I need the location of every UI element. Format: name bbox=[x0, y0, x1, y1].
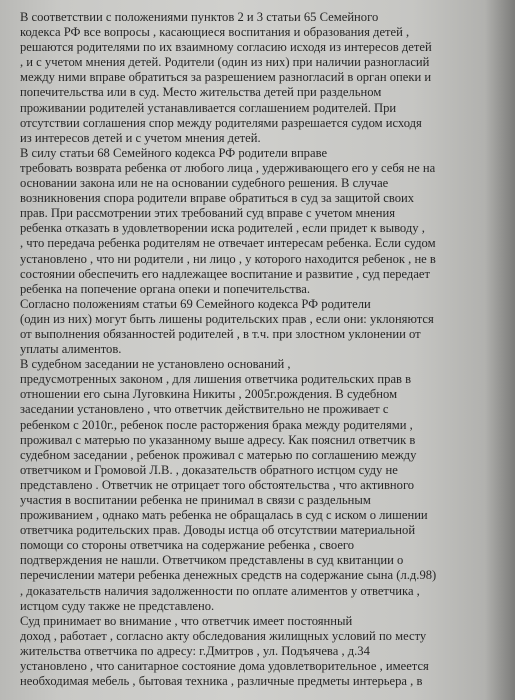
text-line: ответчиком и Громовой Л.В. , доказательств обратного истцом суду не bbox=[20, 462, 398, 477]
text-line: , доказательств наличия задолженности по оплате алиментов у ответчика , bbox=[20, 583, 420, 598]
text-line: жительства ответчика по адресу: г.Дмитров , ул. Подъячева , д.34 bbox=[20, 643, 370, 658]
text-line: ребенком с 2010г., ребенок после расторжения брака между родителями , bbox=[20, 417, 413, 432]
text-line: ребенка на попечение органа опеки и попечительства. bbox=[20, 281, 311, 296]
text-line: ответчика родительских прав. Доводы истца об отсутствии материальной bbox=[20, 523, 416, 538]
text-line: перечислении матери ребенка денежных средств на содержание сына (л.д.98) bbox=[20, 568, 437, 583]
document-body bbox=[20, 10, 490, 689]
text-line: Суд принимает во внимание , что ответчик имеет постоянный bbox=[20, 613, 353, 628]
text-line: установлено , что санитарное состояние дома удовлетворительное , имеется bbox=[20, 659, 429, 674]
text-line: помощи со стороны ответчика на содержание ребенка , своего bbox=[20, 538, 355, 553]
text-line: кодекса РФ все вопросы , касающиеся воспитания и образования детей , bbox=[20, 25, 410, 40]
text-line: уплаты алиментов. bbox=[20, 342, 122, 357]
text-line: от выполнения обязанностей родителей , в т.ч. при злостном уклонении от bbox=[20, 326, 421, 341]
text-line: заседании установлено , что ответчик действительно не проживает с bbox=[20, 402, 389, 417]
text-line: состоянии обеспечить его надлежащее воспитание и развитие , суд передает bbox=[20, 266, 431, 281]
text-line: подтверждения не нашли. Ответчиком представлены в суд квитанции о bbox=[20, 553, 404, 568]
text-line: ребенка отказать в удовлетворении иска родителей , если придет к выводу , bbox=[20, 221, 425, 236]
text-line: , и с учетом мнения детей. Родители (один из них) при наличии разногласий bbox=[20, 55, 430, 70]
text-line: отсутствии соглашения спор между родителями разрешается судом исходя bbox=[20, 115, 422, 130]
text-line: требовать возврата ребенка от любого лица , удерживающего его у себя не на bbox=[20, 160, 436, 175]
text-line: прав. При рассмотрении этих требований суд вправе с учетом мнения bbox=[20, 206, 396, 221]
text-line: истцом суду также не представлено. bbox=[20, 598, 215, 613]
text-line: установлено , что ни родители , ни лицо , у которого находится ребенок , не в bbox=[20, 251, 436, 266]
text-line: необходимая мебель , бытовая техника , различные предметы интерьера , в bbox=[20, 674, 423, 689]
text-line: проживанием , однако мать ребенка не обращалась в суд с иском о лишении bbox=[20, 508, 428, 523]
text-line: отношении его сына Луговкина Никиты , 2005г.рождения. В судебном bbox=[20, 387, 398, 402]
text-line: В силу статьи 68 Семейного кодекса РФ родители вправе bbox=[20, 145, 328, 160]
text-line: возникновения спора родители вправе обратиться в суд за защитой своих bbox=[20, 191, 415, 206]
page-edge-shadow bbox=[485, 0, 515, 700]
text-line: проживании родителей устанавливается соглашением родителей. При bbox=[20, 100, 397, 115]
text-line: из интересов детей и с учетом мнения детей. bbox=[20, 130, 261, 145]
text-line: судебном заседании , ребенок проживал с матерью по соглашению между bbox=[20, 447, 417, 462]
text-line: доход , работает , согласно акту обследования жилищных условий по месту bbox=[20, 628, 427, 643]
text-line: В соответствии с положениями пунктов 2 и 3 статьи 65 Семейного bbox=[20, 10, 379, 24]
text-line: попечительства или в суд. Место жительства детей при раздельном bbox=[20, 85, 382, 100]
text-line: предусмотренных законом , для лишения ответчика родительских прав в bbox=[20, 372, 412, 387]
text-line: решаются родителями по их взаимному согласию исходя из интересов детей bbox=[20, 40, 432, 55]
text-line: Согласно положениям статьи 69 Семейного кодекса РФ родители bbox=[20, 296, 371, 311]
text-line: , что передача ребенка родителям не отвечает интересам ребенка. Если судом bbox=[20, 236, 436, 251]
text-line: между ними вправе обратиться за разрешением разногласий в орган опеки и bbox=[20, 70, 432, 85]
text-line: (один из них) могут быть лишены родительских прав , если они: уклоняются bbox=[20, 311, 434, 326]
text-line: проживал с матерью по указанному выше адресу. Как пояснил ответчик в bbox=[20, 432, 416, 447]
text-line: представлено . Ответчик не отрицает того обстоятельства , что активного bbox=[20, 477, 415, 492]
text-line: В судебном заседании не установлено оснований , bbox=[20, 357, 291, 372]
text-line: участия в воспитании ребенка не принимал в связи с раздельным bbox=[20, 493, 371, 507]
text-line: основании закона или не на основании судебного решения. В случае bbox=[20, 176, 389, 191]
